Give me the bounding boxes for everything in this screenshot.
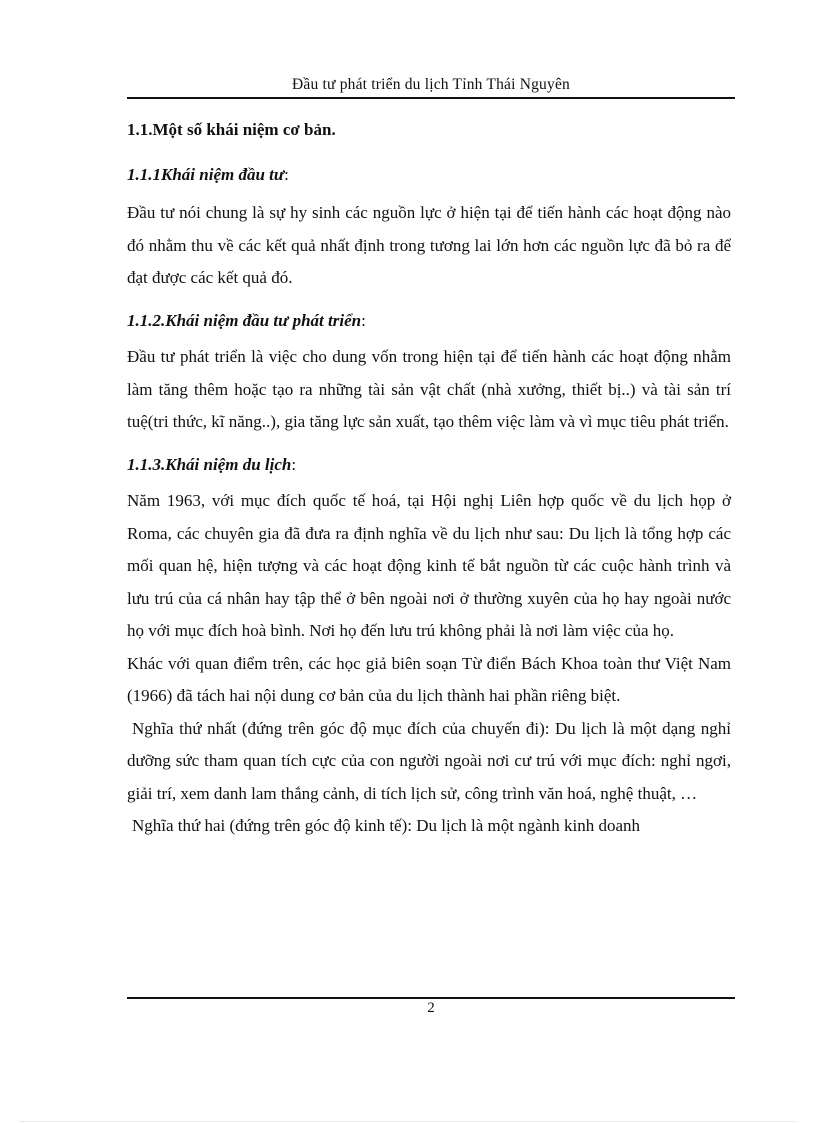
- running-header: Đầu tư phát triển du lịch Tỉnh Thái Nguyên: [292, 76, 570, 93]
- subsection-heading-investment: [127, 159, 731, 192]
- page-number: 2: [427, 1000, 435, 1016]
- paragraph-second-meaning: Nghĩa thứ hai (đứng trên góc độ kinh tế): Du lịch là một ngành kinh doanh: [132, 816, 641, 835]
- page-content: [127, 114, 731, 843]
- subsection-heading-tourism: [127, 449, 731, 482]
- header-divider: [127, 97, 735, 99]
- paragraph-tourism-definition: Năm 1963, với mục đích quốc tế hoá, tại Hội nghị Liên hợp quốc về du lịch họp ở Roma, các chuyên gia đã đưa ra định nghĩa về du lịch như sau: Du lịch là tổng hợp các mối quan hệ, hiện tượng và các hoạt động kinh tế bắt nguồn từ các cuộc hành trình và lưu trú của cá nhân hay tập thể ở bên ngoài nơi ở thường xuyên của họ hay ngoài nước họ với mục đích hoà bình. Nơi họ đến lưu trú không phải là nơi làm việc của họ.: [127, 491, 731, 640]
- footer-divider: [127, 997, 735, 999]
- heading-text: 1.1.1Khái niệm đầu tư: [127, 164, 285, 184]
- paragraph-development-investment: Đầu tư phát triển là việc cho dung vốn trong hiện tại để tiến hành các hoạt động nhằm làm tăng thêm hoặc tạo ra những tài sản vật chất (nhà xưởng, thiết bị..) và tài sản trí tuệ(tri thức, kĩ năng..), gia tăng lực sản xuất, tạo thêm việc làm và vì mục tiêu phát triển.: [127, 347, 731, 431]
- section-heading-main: 1.1.Một số khái niệm cơ bản.: [127, 120, 336, 139]
- paragraph-first-meaning: Nghĩa thứ nhất (đứng trên góc độ mục đích của chuyến đi): Du lịch là một dạng nghỉ dưỡng sức tham quan tích cực của con người ngoài nơi cư trú với mục đích: nghỉ ngơi, giải trí, xem danh lam thắng cảnh, di tích lịch sử, công trình văn hoá, nghệ thuật, …: [127, 718, 731, 803]
- heading-colon: :: [291, 454, 297, 474]
- paragraph-encyclopedia: Khác với quan điểm trên, các học giả biên soạn Từ điển Bách Khoa toàn thư Việt Nam (1966) đã tách hai nội dung cơ bản của du lịch thành hai phần riêng biệt.: [127, 653, 731, 705]
- heading-text: 1.1.3.Khái niệm du lịch: [127, 454, 292, 474]
- subsection-heading-development-investment: [127, 305, 731, 338]
- page-bottom-edge: [20, 1121, 796, 1122]
- paragraph-investment: Đầu tư nói chung là sự hy sinh các nguồn lực ở hiện tại để tiến hành các hoạt động nào đó nhằm thu về các kết quả nhất định trong tương lai lớn hơn các nguồn lực đã bỏ ra để đạt được các kết quả đó.: [127, 203, 731, 287]
- heading-colon: :: [361, 310, 366, 330]
- heading-colon: :: [284, 164, 289, 184]
- heading-text: 1.1.2.Khái niệm đầu tư phát triển: [127, 310, 362, 330]
